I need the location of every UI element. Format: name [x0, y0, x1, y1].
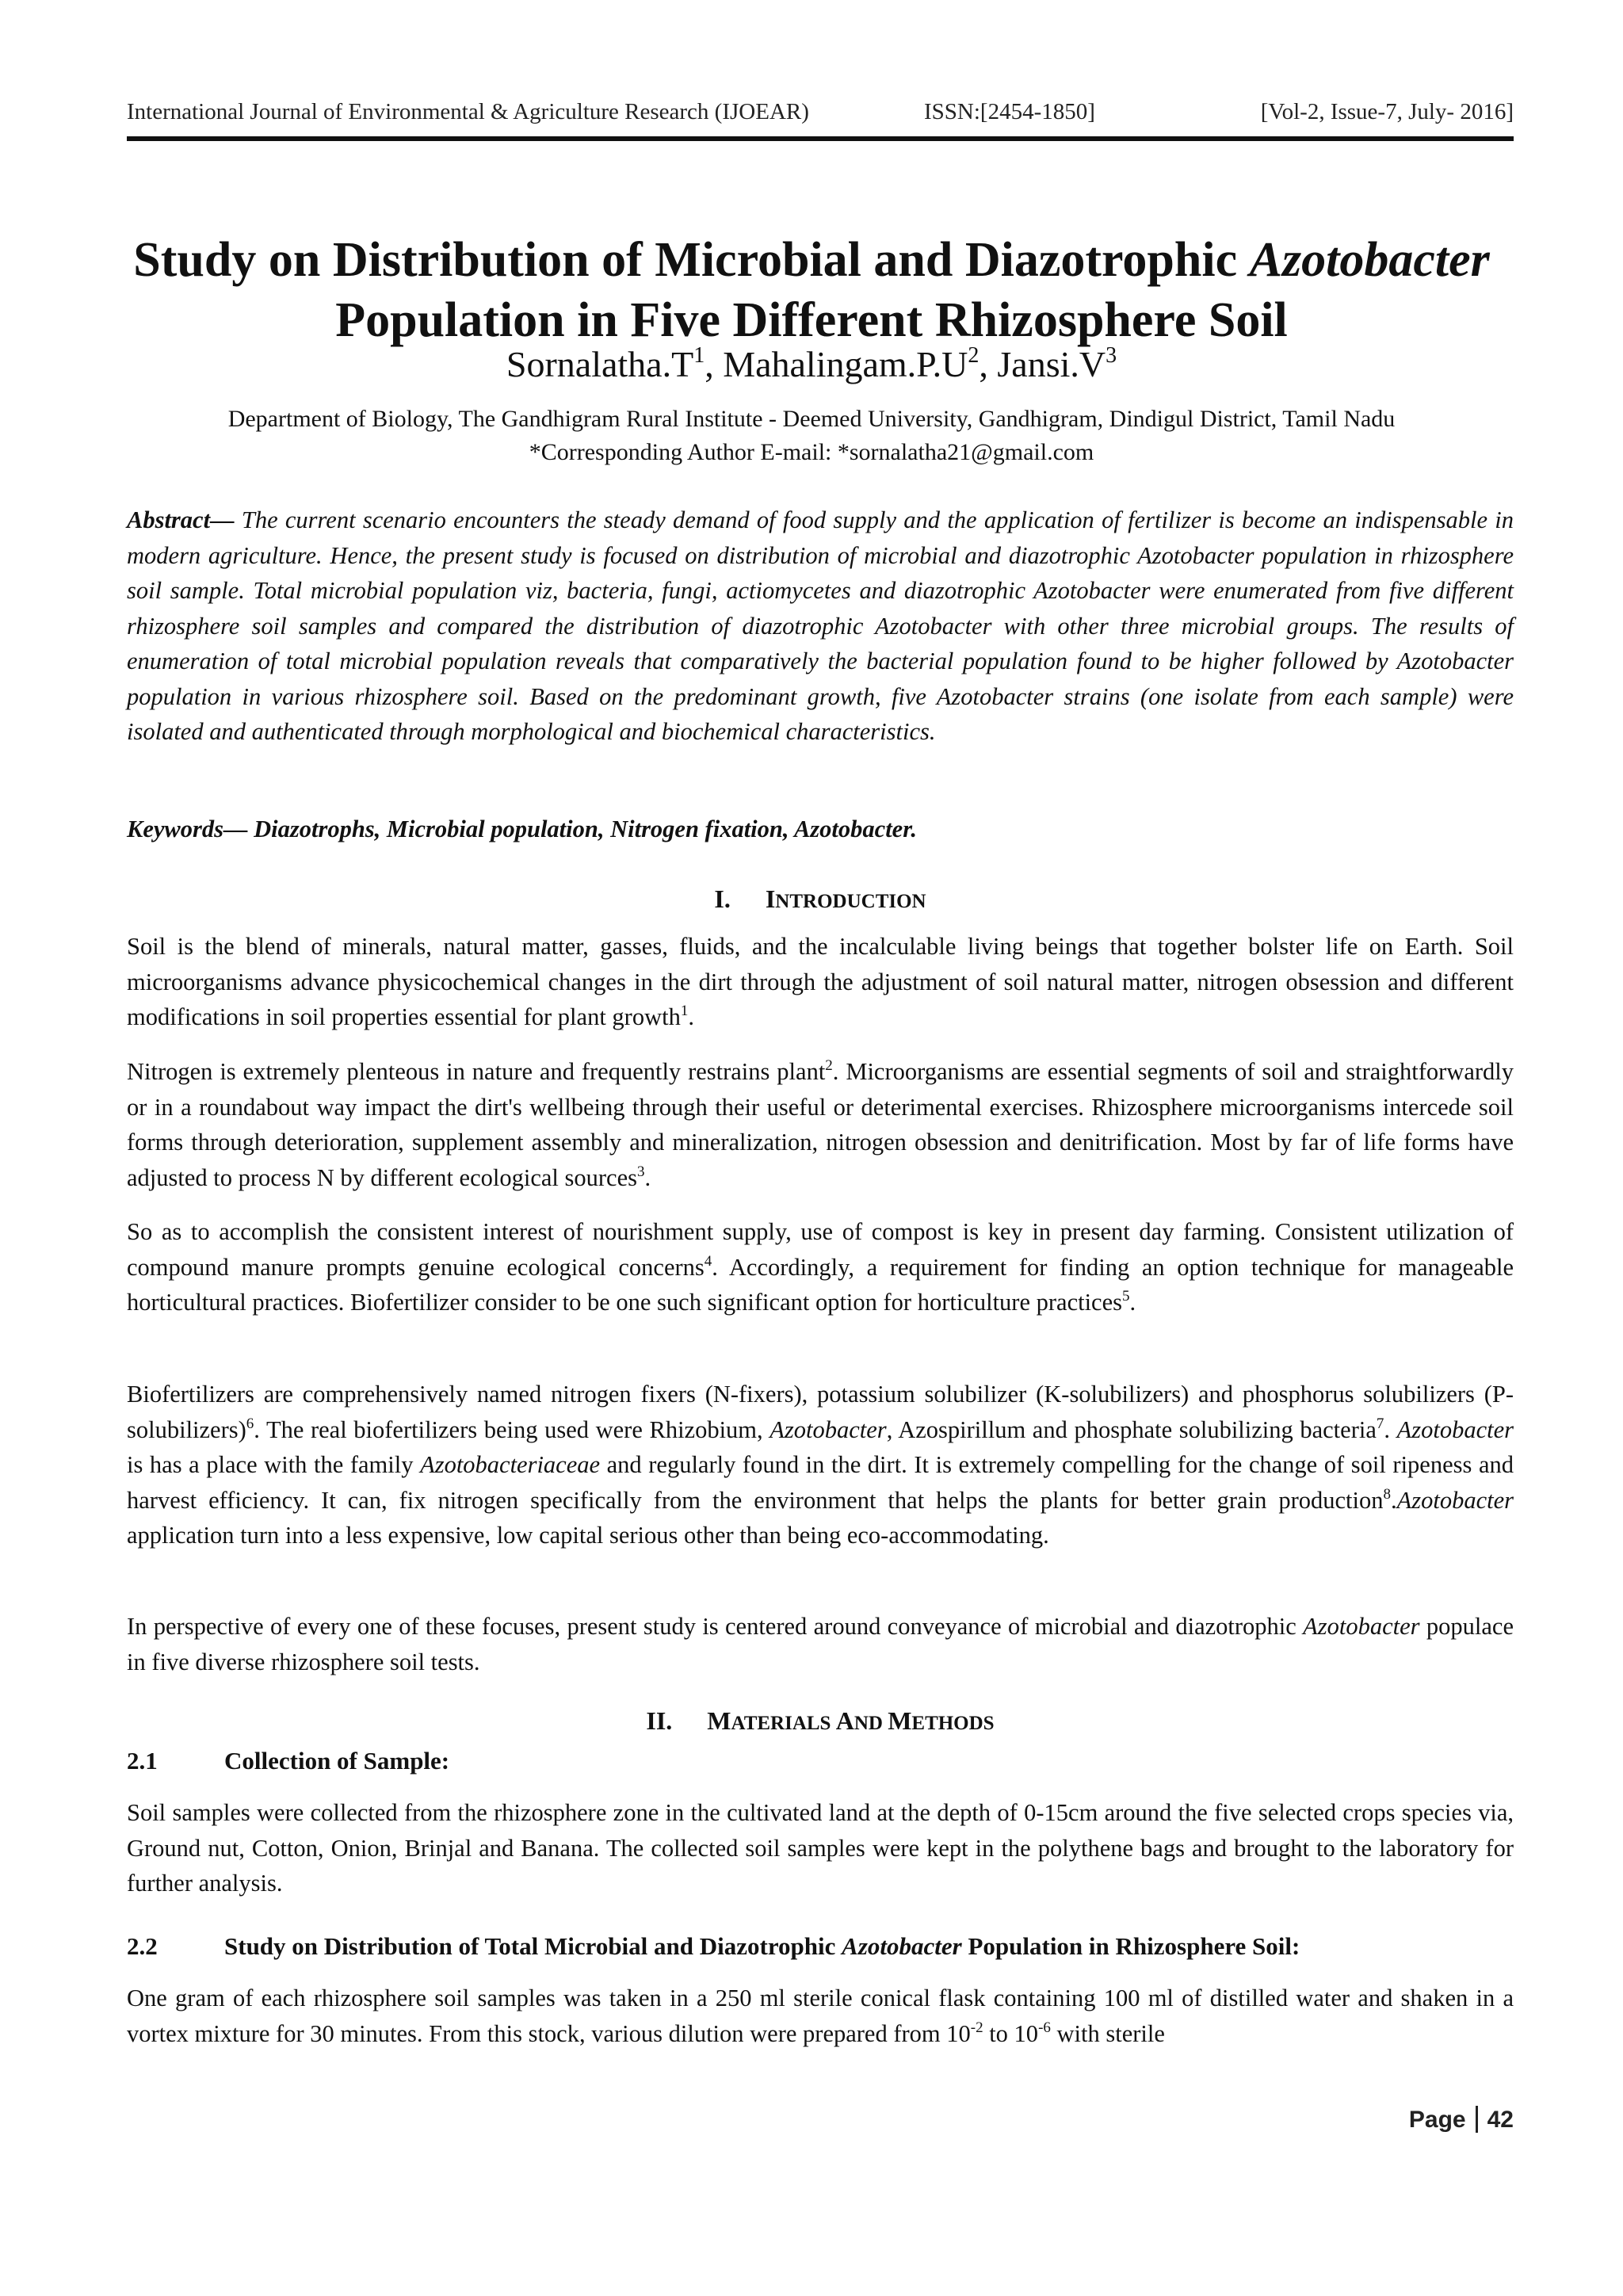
section-title-rest: ATERIALS	[731, 1713, 836, 1734]
header-rule	[127, 136, 1514, 141]
section-number: II.	[646, 1706, 673, 1735]
corresponding-email: *Corresponding Author E-mail: *sornalatha21@gmail.com	[529, 439, 1094, 465]
paragraph-text: .	[1384, 1415, 1397, 1443]
section-number: I.	[714, 884, 731, 913]
author-1: Sornalatha.T	[506, 344, 694, 384]
section-heading-materials-methods	[127, 1703, 1514, 1741]
paper-title	[79, 230, 1544, 350]
intro-paragraph-1	[127, 929, 1514, 1035]
paragraph-text: One gram of each rhizosphere soil samples was taken in a 250 ml sterile conical flask containing 100 ml of distilled water and shaken in a vortex mixture for 30 minutes. From this stock, various dilution were prepared from 10	[127, 1985, 1514, 2047]
italic-term: Azotobacter	[842, 1932, 962, 1960]
intro-paragraph-5	[127, 1609, 1514, 1679]
citation-ref: 5	[1122, 1288, 1130, 1305]
paragraph-text: populace in five diverse rhizosphere soil tests.	[127, 1613, 1514, 1675]
page-label: Page	[1408, 2107, 1466, 2133]
paragraph-text: , Azospirillum and phosphate solubilizing bacteria	[886, 1415, 1377, 1443]
citation-ref: 4	[704, 1252, 712, 1270]
keywords: Keywords— Diazotrophs, Microbial population, Nitrogen fixation, Azotobacter.	[127, 816, 918, 842]
paragraph-text: .	[1129, 1289, 1136, 1316]
author-2-affil: 2	[968, 343, 980, 368]
volume-issue: [Vol-2, Issue-7, July- 2016]	[1260, 99, 1514, 124]
issn: ISSN:[2454-1850]	[924, 99, 1095, 124]
author-2: Mahalingam.P.U	[723, 344, 968, 384]
page-footer	[1409, 2106, 1514, 2134]
section-title-initial: I	[765, 884, 776, 913]
author-list	[79, 342, 1544, 387]
paragraph-text: with sterile	[1050, 2019, 1165, 2047]
subsection-number: 2.2	[127, 1932, 158, 1960]
title-line2: Population in Five Different Rhizosphere Soil	[335, 293, 1288, 347]
paragraph-text: In perspective of every one of these focuses, present study is centered around conveyance of microbial and diazotrophic	[127, 1613, 1304, 1640]
collection-paragraph	[127, 1795, 1514, 1901]
footer-divider	[1476, 2106, 1478, 2133]
affiliation	[79, 403, 1544, 469]
subsection-heading-2-1	[127, 1744, 1514, 1778]
exponent: -6	[1038, 2019, 1051, 2036]
italic-term: Azotobacteriaceae	[420, 1451, 601, 1478]
italic-term: Azotobacter	[1396, 1486, 1514, 1514]
abstract-label: Abstract—	[127, 506, 235, 533]
paragraph-text: . The real biofertilizers being used were Rhizobium,	[254, 1415, 770, 1443]
exponent: -2	[970, 2019, 983, 2036]
paragraph-text: .	[688, 1003, 694, 1030]
title-line1: Study on Distribution of Microbial and Diazotrophic	[133, 233, 1250, 287]
paragraph-text: So as to accomplish the consistent interest of nourishment supply, use of compost is key in present day farming. Consistent utilization of compound manure prompts genuine ecological concerns	[127, 1218, 1514, 1281]
author-3-affil: 3	[1106, 343, 1117, 368]
section-title-rest: ND	[854, 1713, 888, 1734]
intro-paragraph-2	[127, 1054, 1514, 1195]
paragraph-text: . Accordingly, a requirement for finding an option technique for manageable horticultural practices. Biofertilizer consider to be one such significant option for horticulture practices	[127, 1253, 1514, 1316]
italic-term: Azotobacter	[769, 1415, 887, 1443]
paragraph-text: Biofertilizers are comprehensively named nitrogen fixers (N-fixers), potassium solubilizer (K-solubilizers) and phosphorus solubilizers (P-solubilizers)	[127, 1381, 1514, 1443]
paragraph-text: to 10	[983, 2019, 1039, 2047]
running-header	[127, 99, 1514, 131]
intro-paragraph-4	[127, 1377, 1514, 1553]
paragraph-text: . Microorganisms are essential segments of soil and straightforwardly or in a roundabout way impact the dirt's wellbeing through their useful or deterimental exercises. Rhizosphere microorganisms intercede soil forms through deterioration, supplement assembly and mineralization, nitrogen obsession and denitrification. Most by far of life forms have adjusted to process N by different ecological sources	[127, 1058, 1514, 1191]
citation-ref: 8	[1383, 1485, 1391, 1503]
intro-paragraph-3	[127, 1214, 1514, 1320]
author-separator: ,	[979, 344, 998, 384]
subsection-number: 2.1	[127, 1747, 158, 1775]
author-separator: ,	[705, 344, 724, 384]
department: Department of Biology, The Gandhigram Rural Institute - Deemed University, Gandhigram, Dindigul District, Tamil Nadu	[227, 406, 1396, 432]
subsection-title: Population in Rhizosphere Soil:	[961, 1932, 1300, 1960]
paragraph-text: application turn into a less expensive, low capital serious other than being eco-accommodating.	[127, 1522, 1049, 1549]
author-3: Jansi.V	[997, 344, 1106, 384]
abstract	[127, 502, 1514, 750]
journal-name: International Journal of Environmental & Agriculture Research (IJOEAR)	[127, 99, 809, 124]
paragraph-text: Nitrogen is extremely plenteous in nature and frequently restrains plant	[127, 1058, 826, 1085]
subsection-title: Collection of Sample:	[224, 1747, 450, 1775]
citation-ref: 2	[825, 1057, 833, 1074]
distribution-paragraph	[127, 1981, 1514, 2051]
paragraph-text: .	[1390, 1486, 1397, 1514]
page-number: 42	[1487, 2107, 1514, 2133]
section-title-rest: NTRODUCTION	[775, 891, 926, 912]
author-1-affil: 1	[693, 343, 705, 368]
section-title-initial: M	[888, 1706, 912, 1735]
paragraph-text: Soil samples were collected from the rhizosphere zone in the cultivated land at the depth of 0-15cm around the five selected crops species via, Ground nut, Cotton, Onion, Brinjal and Banana. The collected soil samples were kept in the polythene bags and brought to the laboratory for further analysis.	[127, 1799, 1514, 1897]
abstract-text: The current scenario encounters the steady demand of food supply and the application of fertilizer is become an indispensable in modern agriculture. Hence, the present study is focused on distribution of microbial and diazotrophic Azotobacter population in rhizosphere soil sample. Total microbial population viz, bacteria, fungi, actiomycetes and diazotrophic Azotobacter were enumerated from five different rhizosphere soil samples and compared the distribution of diazotrophic Azotobacter with other three microbial groups. The results of enumeration of total microbial population reveals that comparatively the bacterial population found to be higher followed by Azotobacter population in various rhizosphere soil. Based on the predominant growth, five Azotobacter strains (one isolate from each sample) were isolated and authenticated through morphological and biochemical characteristics.	[127, 506, 1514, 745]
paragraph-text: Soil is the blend of minerals, natural matter, gasses, fluids, and the incalculable living beings that together bolster life on Earth. Soil microorganisms advance physicochemical changes in the dirt through the adjustment of soil natural matter, nitrogen obsession and different modifications in soil properties essential for plant growth	[127, 933, 1514, 1030]
italic-term: Azotobacter	[1396, 1415, 1514, 1443]
subsection-title: Study on Distribution of Total Microbial and Diazotrophic	[224, 1932, 842, 1960]
citation-ref: 7	[1376, 1415, 1384, 1432]
citation-ref: 6	[246, 1415, 254, 1432]
title-italic-term: Azotobacter	[1249, 233, 1490, 287]
section-title-rest: ETHODS	[911, 1713, 995, 1734]
citation-ref: 1	[680, 1003, 689, 1019]
citation-ref: 3	[636, 1163, 645, 1180]
section-title-initial: M	[707, 1706, 731, 1735]
italic-term: Azotobacter	[1303, 1613, 1420, 1640]
subsection-heading-2-2	[127, 1929, 1514, 1964]
section-title-initial: A	[835, 1706, 854, 1735]
paragraph-text: is has a place with the family	[127, 1451, 421, 1478]
paragraph-text: .	[644, 1163, 651, 1191]
paragraph-text: and regularly found in the dirt. It is extremely compelling for the change of soil ripeness and harvest efficiency. It can, fix nitrogen specifically from the environment that helps the plants for better grain production	[127, 1451, 1514, 1514]
section-heading-introduction	[127, 881, 1514, 919]
